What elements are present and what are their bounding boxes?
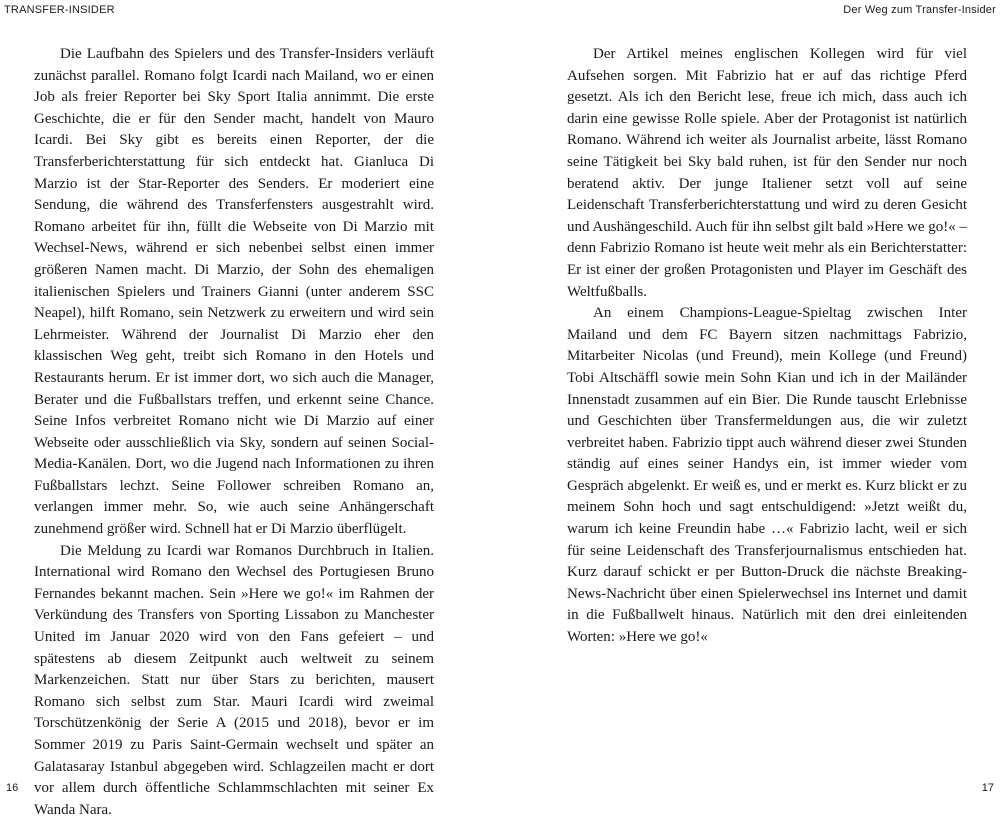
paragraph: Die Meldung zu Icardi war Romanos Durchbruch in Italien. International wird Romano den Wechsel des Portugiesen Bruno Fernandes bekannt machen. Sein »Here we go!« im Rahmen der Verkündung des Transfers von Sporting Lissabon zu Manchester United im Januar 2020 wird von den Fans gefeiert – und spätestens ab diesem Zeitpunkt auch weltweit zu seinem Markenzeichen. Statt nur über Stars zu berichten, mausert Romano sich selbst zum Star. Mauri Icardi wird zweimal Torschützenkönig der Serie A (2015 und 2018), bevor er im Sommer 2019 zu Paris Saint-Germain wechselt und später an Galatasaray Istanbul abgegeben wird. Schlagzeilen macht er dort vor allem durch öffentliche Schlammschlachten mit seiner Ex Wanda Nara. xyxy=(34,542,434,818)
right-page-text xyxy=(567,44,967,649)
running-head-left: TRANSFER-INSIDER xyxy=(4,4,115,16)
running-head-right: Der Weg zum Transfer-Insider xyxy=(843,4,996,16)
right-page xyxy=(500,0,1000,800)
left-page-text xyxy=(34,44,434,821)
page-number-right: 17 xyxy=(981,782,994,794)
left-page xyxy=(0,0,500,818)
paragraph: Die Laufbahn des Spielers und des Transfer-Insiders verläuft zunächst parallel. Romano folgt Icardi nach Mailand, wo er einen Job als freier Reporter bei Sky Sport Italia annimmt. Die erste Geschichte, die er für den Sender macht, handelt von Mauro Icardi. Bei Sky gibt es bereits einen Reporter, der die Transferberichterstattung für sich entdeckt hat. Gianluca Di Marzio ist der Star-Reporter des Senders. Er moderiert eine Sendung, die während des Transferfensters ausgestrahlt wird. Romano arbeitet für ihn, füllt die Webseite von Di Marzio mit Wechsel-News, während er sich nebenbei selbst einen immer größeren Namen macht. Di Marzio, der Sohn des ehemaligen italienischen Spielers und Trainers Gianni (unter anderem SSC Neapel), hilft Romano, sein Netzwerk zu erweitern und wird sein Lehrmeister. Während der Journalist Di Marzio eher den klassischen Weg geht, treibt sich Romano in den Hotels und Restaurants herum. Er ist immer dort, wo sich auch die Manager, Berater und die Fußballstars treffen, und erkennt seine Chance. Seine Infos verbreitet Romano nicht wie Di Marzio auf einer Webseite oder ausschließlich via Sky, sondern auf seinen Social-Media-Kanälen. Dort, wo die Jugend nach Informationen zu ihren Fußballstars lechzt. Seine Follower schreiben Romano an, verlangen immer mehr. So, wie auch seine Anhängerschaft zunehmend größer wird. Schnell hat er Di Marzio überflügelt. xyxy=(34,46,434,538)
page-number-left: 16 xyxy=(6,782,19,794)
paragraph: An einem Champions-League-Spieltag zwischen Inter Mailand und dem FC Bayern sitzen nachmittags Fabrizio, Mitarbeiter Nicolas (und Freund), mein Kollege (und Freund) Tobi Altschäffl sowie mein Sohn Kian und ich in der Mailänder Innenstadt zusammen auf ein Bier. Die Runde tauscht Erlebnisse und Geschichten über Transfermeldungen aus, die wir zuletzt verbreitet haben. Fabrizio tippt auch während dieser zwei Stunden ständig auf eines seiner Handys ein, ist immer wieder vom Gespräch abgelenkt. Er weiß es, und er merkt es. Kurz blickt er zu meinem Sohn hoch und sagt entschuldigend: »Jetzt weißt du, warum ich keine Freundin habe …« Fabrizio lacht, weil er sich für seine Leidenschaft des Transferjournalismus entschieden hat. Kurz darauf schickt er per Button-Druck die nächste Breaking-News-Nachricht über einen Spielerwechsel ins Internet und damit in die Fußballwelt hinaus. Natürlich mit den drei einleitenden Worten: »Here we go!« xyxy=(567,305,967,646)
paragraph: Der Artikel meines englischen Kollegen wird für viel Aufsehen sorgen. Mit Fabrizio hat er auf das richtige Pferd gesetzt. Als ich den Bericht lese, freue ich mich, dass auch ich darin eine gewisse Rolle spiele. Aber der Protagonist ist natürlich Romano. Während ich weiter als Journalist arbeite, lässt Romano seine Tätigkeit bei Sky bald ruhen, ist für den Sender nur noch beratend aktiv. Der junge Italiener setzt voll auf seine Leidenschaft Transferberichterstattung und wird zu deren Gesicht und Aushängeschild. Auch für ihn selbst gilt bald »Here we go!« – denn Fabrizio Romano ist heute weit mehr als ein Berichterstatter: Er ist einer der großen Protagonisten und Player im Geschäft des Weltfußballs. xyxy=(567,46,967,300)
